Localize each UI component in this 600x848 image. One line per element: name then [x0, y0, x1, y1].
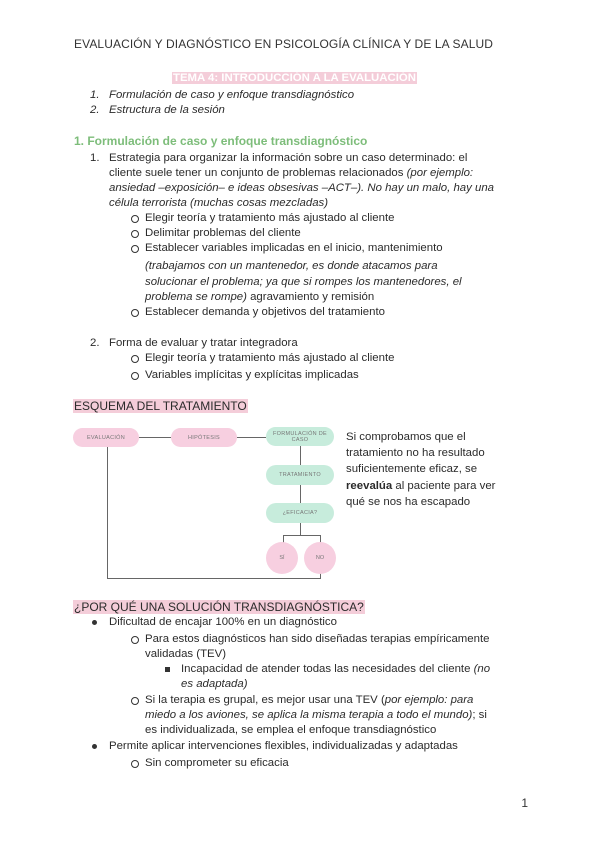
- bullet-1-sub-1-sub-1-line-2: es adaptada): [181, 678, 248, 690]
- item-1-sub-1: Elegir teoría y tratamiento más ajustado al cliente: [145, 212, 395, 224]
- item-2-num: 2.: [90, 337, 100, 349]
- page-number: 1: [521, 796, 528, 810]
- bullet-1-sub-1-sub-1-normal: Incapacidad de atender todas las necesidades del cliente: [181, 663, 474, 675]
- item-2-sub-2: Variables implícitas y explícitas implicadas: [145, 369, 359, 381]
- hollow-bullet-icon: [131, 215, 139, 223]
- node-hipotesis: HIPÓTESIS: [171, 428, 237, 447]
- connector: [237, 437, 266, 438]
- hollow-bullet-icon: [131, 636, 139, 644]
- diagram-note-line-1: Si comprobamos que el: [346, 431, 466, 443]
- connector: [300, 446, 301, 465]
- bullet-1-sub-2-line-1-normal: Si la terapia es grupal, es mejor usar una TEV (: [145, 694, 385, 706]
- document-header: EVALUACIÓN Y DIAGNÓSTICO EN PSICOLOGÍA CLÍNICA Y DE LA SALUD: [74, 37, 494, 51]
- item-1-sub-3-line-4: [145, 290, 374, 305]
- connector: [139, 437, 171, 438]
- item-1-line-4: célula terrorista (muchas cosas mezcladas): [109, 197, 329, 209]
- tema-title: TEMA 4: INTRODUCCIÓN A LA EVALUACIÓN: [173, 72, 416, 84]
- feedback-line: [107, 446, 108, 578]
- section-1-title: 1. Formulación de caso y enfoque transdiagnóstico: [74, 134, 368, 148]
- transdiag-title: ¿POR QUÉ UNA SOLUCIÓN TRANSDIAGNÓSTICA?: [74, 600, 364, 614]
- bullet-icon: [92, 620, 97, 625]
- connector: [300, 485, 301, 504]
- node-formulacion-line-2: CASO: [291, 436, 309, 443]
- node-eficacia: ¿EFICACIA?: [266, 503, 334, 523]
- hollow-bullet-icon: [131, 230, 139, 238]
- bullet-1-sub-2-line-2-italic: miedo a los aviones, se aplica la misma terapia a todo el mundo): [145, 709, 473, 721]
- item-1-sub-3-line-1: Establecer variables implicadas en el inicio, mantenimiento: [145, 242, 443, 254]
- item-1-sub-2: Delimitar problemas del cliente: [145, 227, 301, 239]
- bullet-1-sub-1-sub-1: [181, 662, 490, 677]
- node-si: SÍ: [266, 542, 298, 574]
- bullet-1-sub-2-line-3: es individualizada, se emplea el enfoque transdiagnóstico: [145, 724, 437, 736]
- bullet-1-sub-2-line-2-normal: ; si: [472, 709, 487, 721]
- bullet-2-sub-1: Sin comprometer su eficacia: [145, 757, 289, 769]
- index-num-1: 1.: [90, 89, 100, 101]
- item-1-line-1: Estrategia para organizar la información sobre un caso determinado: el: [109, 152, 468, 164]
- item-1-line-3: ansiedad –exposición– e ideas obsesivas –ACT–). No hay un malo, hay una: [109, 182, 494, 194]
- bullet-1-sub-2-line-1: [145, 693, 473, 708]
- hollow-bullet-icon: [131, 697, 139, 705]
- hollow-bullet-icon: [131, 760, 139, 768]
- item-1-sub-4: Establecer demanda y objetivos del tratamiento: [145, 306, 385, 318]
- item-1-sub-3-line-3: solucionar el problema; ya que si rompes los mantenedores, el: [145, 276, 462, 288]
- bullet-1-sub-1-sub-1-italic: (no: [473, 663, 491, 675]
- item-2-text: Forma de evaluar y tratar integradora: [109, 337, 298, 349]
- index-num-2: 2.: [90, 104, 100, 116]
- bullet-1: Dificultad de encajar 100% en un diagnóstico: [109, 616, 337, 628]
- square-bullet-icon: [165, 667, 170, 672]
- bullet-icon: [92, 744, 97, 749]
- esquema-title: ESQUEMA DEL TRATAMIENTO: [74, 399, 247, 413]
- index-item-1: Formulación de caso y enfoque transdiagnóstico: [109, 89, 355, 101]
- item-1-sub-3-line-4-italic: problema se rompe): [145, 291, 247, 303]
- bullet-2: Permite aplicar intervenciones flexibles, individualizadas y adaptadas: [109, 740, 458, 752]
- item-1-line-2-italic: (por ejemplo:: [406, 167, 474, 179]
- item-1-sub-3-line-2: (trabajamos con un mantenedor, es donde atacamos para: [145, 260, 438, 272]
- diagram-note-line-5: qué se nos ha escapado: [346, 495, 471, 508]
- bullet-1-sub-2-line-1-italic: por ejemplo: para: [384, 694, 474, 706]
- connector: [283, 535, 320, 536]
- item-1-line-2-normal: cliente suele tener un conjunto de problemas relacionados: [109, 167, 407, 179]
- item-1-line-2: [109, 166, 473, 181]
- hollow-bullet-icon: [131, 355, 139, 363]
- connector: [300, 523, 301, 535]
- diagram-note-line-3: suficientemente eficaz, se: [346, 463, 478, 476]
- node-no: NO: [304, 542, 336, 574]
- bullet-1-sub-1-line-1: Para estos diagnósticos han sido diseñadas terapias empíricamente: [145, 633, 490, 645]
- bullet-1-sub-1-line-2: validadas (TEV): [145, 648, 227, 660]
- item-2-sub-1: Elegir teoría y tratamiento más ajustado al cliente: [145, 352, 395, 364]
- bullet-1-sub-2-line-2: [145, 708, 487, 723]
- diagram-note-bold: reevalúa: [346, 479, 393, 492]
- hollow-bullet-icon: [131, 372, 139, 380]
- hollow-bullet-icon: [131, 309, 139, 317]
- diagram-note-line-4: [346, 478, 495, 494]
- diagram-note-line-2: tratamiento no ha resultado: [346, 447, 485, 460]
- node-formulacion-line-1: FORMULACIÓN DE: [272, 430, 327, 437]
- diagram-note-line-4-rest: al paciente para ver: [392, 479, 496, 492]
- feedback-line: [107, 578, 321, 579]
- item-1-num: 1.: [90, 152, 100, 164]
- hollow-bullet-icon: [131, 245, 139, 253]
- index-item-2: Estructura de la sesión: [109, 104, 225, 116]
- node-evaluacion: EVALUACIÓN: [73, 428, 139, 447]
- item-1-sub-3-line-4-normal: agravamiento y remisión: [246, 291, 375, 303]
- node-tratamiento: TRATAMIENTO: [266, 465, 334, 485]
- diagram-note: [346, 429, 495, 510]
- node-formulacion: [266, 427, 334, 446]
